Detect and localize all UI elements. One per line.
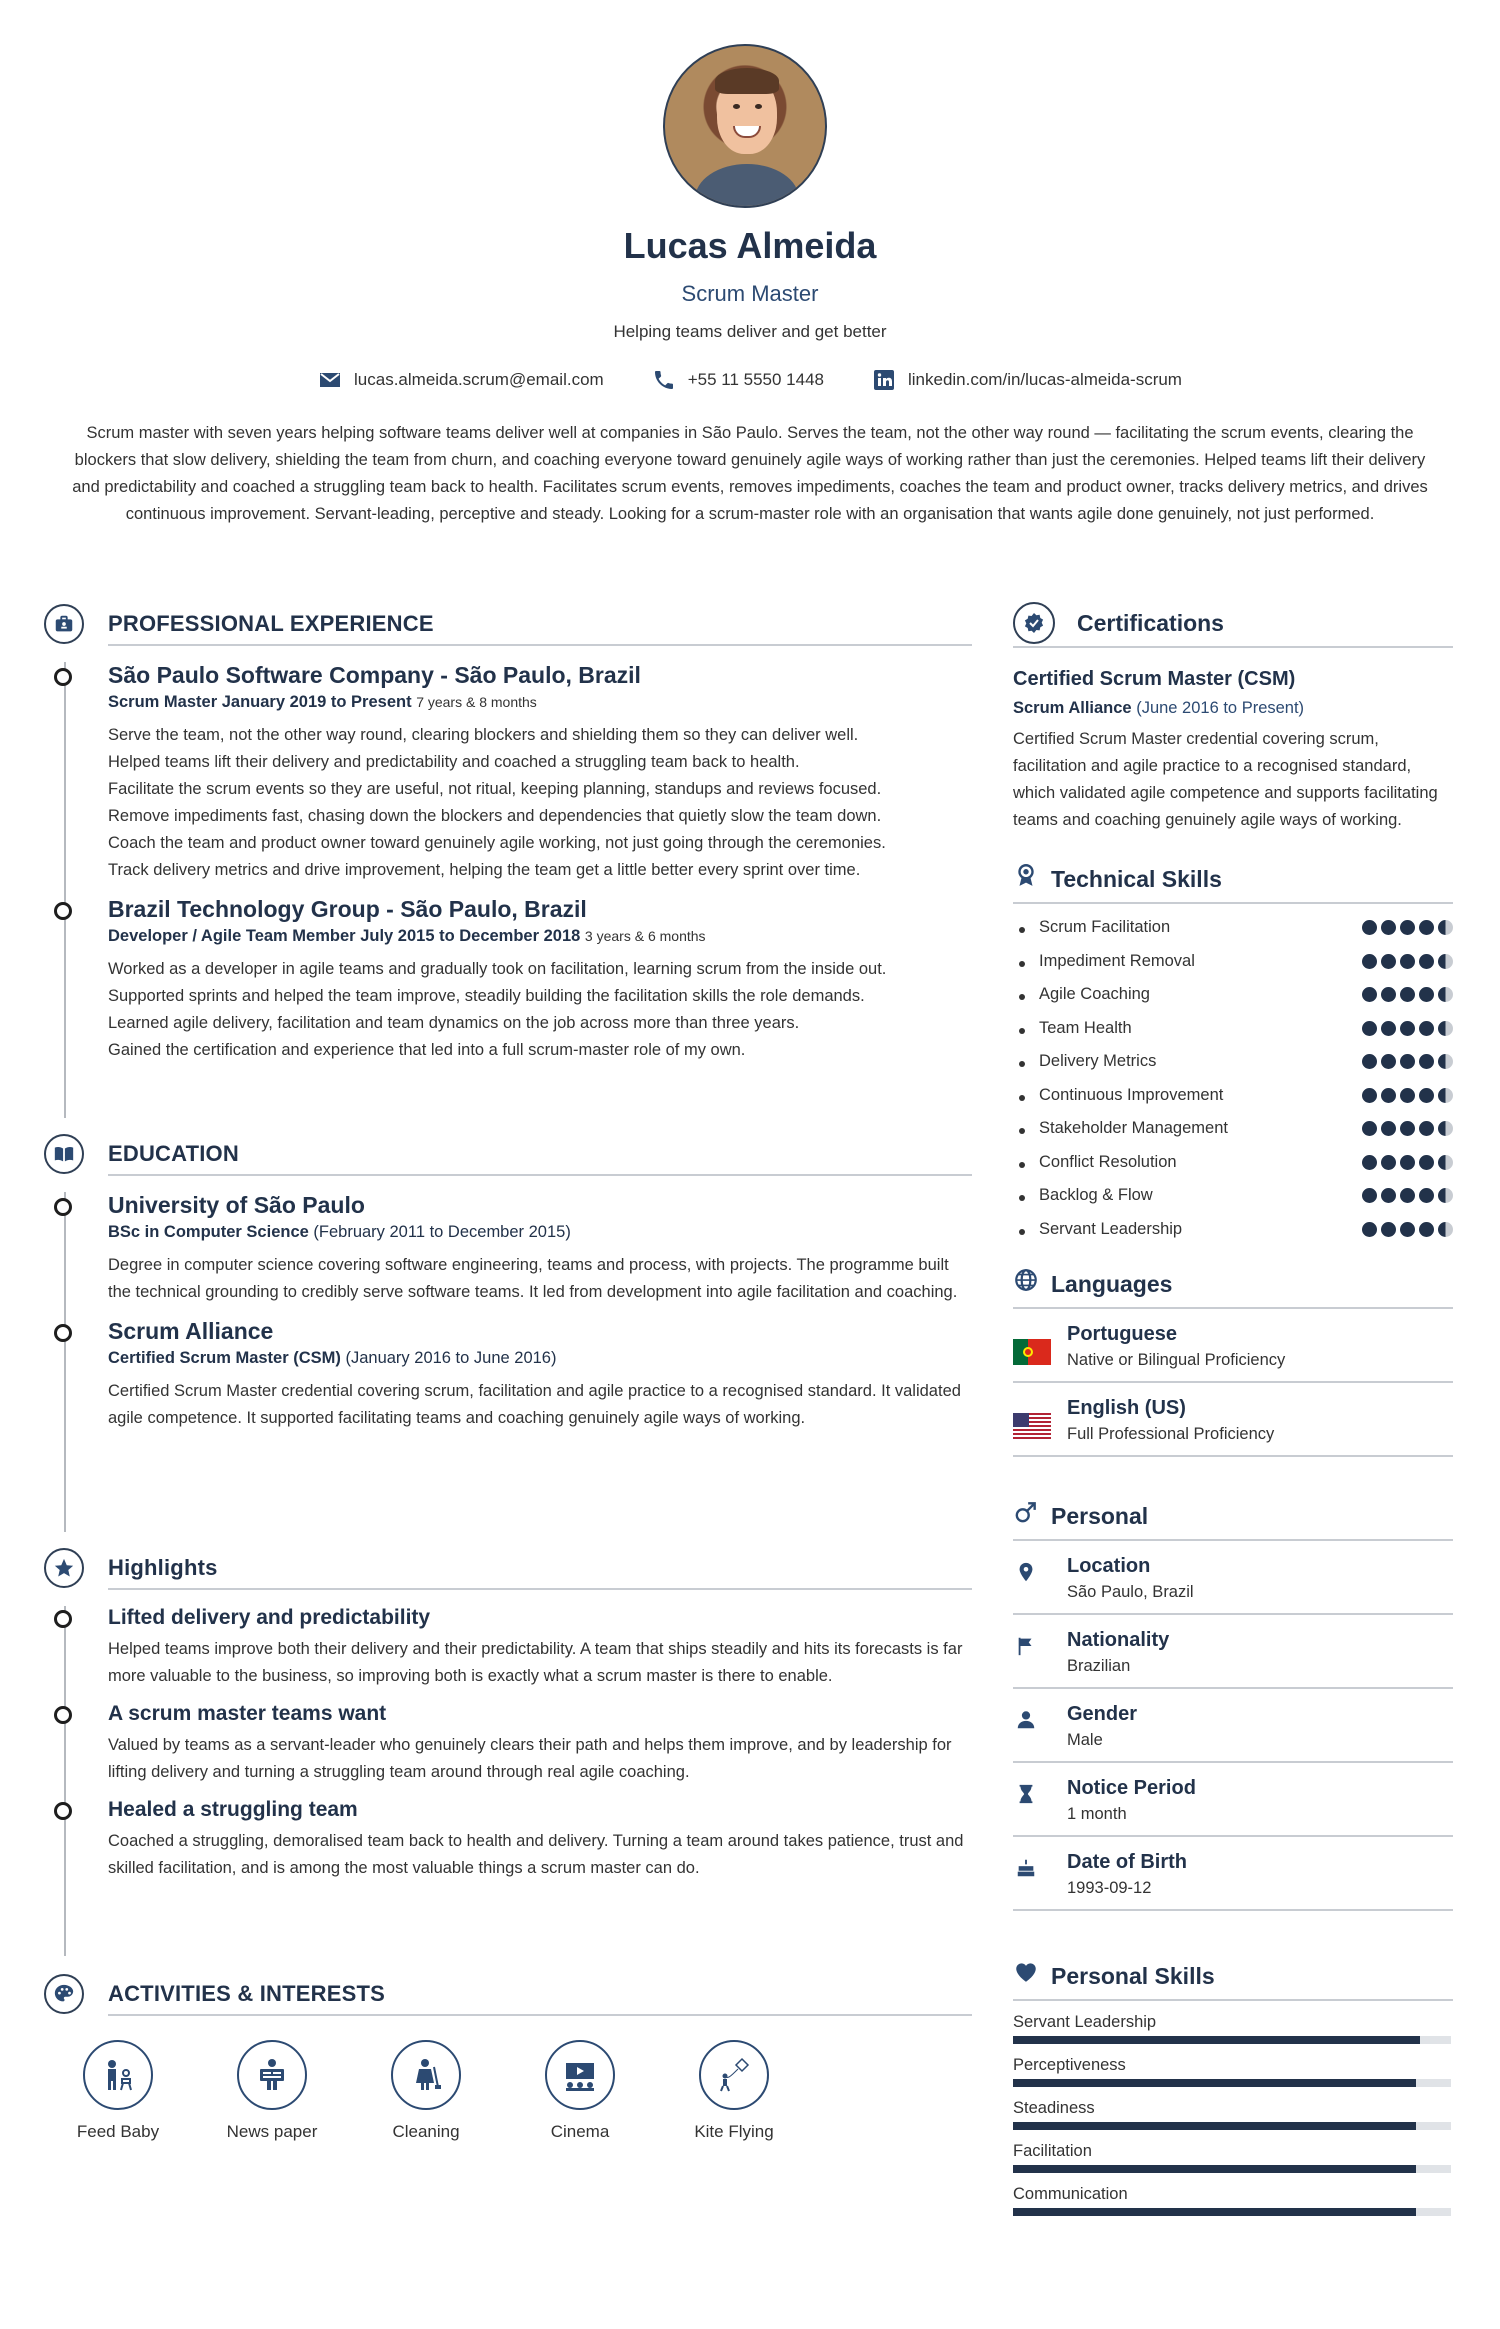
- personal-value: 1 month: [1067, 1805, 1127, 1823]
- job-line: Facilitate the scrum events so they are useful, not ritual, keeping planning, standups and reviews focused.: [108, 780, 882, 798]
- personal-skill-fill: [1013, 2079, 1416, 2087]
- job-line: Learned agile delivery, facilitation and team dynamics on the job across more than three years.: [108, 1014, 800, 1032]
- rating-dot: [1362, 954, 1377, 969]
- contact-phone[interactable]: [652, 368, 824, 392]
- rating-dot: [1381, 1155, 1396, 1170]
- main-column: [42, 600, 972, 2142]
- technical-skills-list: [1013, 918, 1453, 1253]
- highlight-title: Lifted delivery and predictability: [108, 1606, 431, 1629]
- languages-section-header: [1013, 1261, 1453, 1309]
- profile-photo: [663, 44, 827, 208]
- skill-name: Team Health: [1039, 1018, 1132, 1037]
- flag-icon: [1015, 1635, 1037, 1657]
- education-period: (February 2011 to December 2015): [313, 1223, 571, 1241]
- rating-dot: [1419, 1088, 1434, 1103]
- activities-section-header: [42, 1970, 972, 2018]
- languages-title: Languages: [1051, 1271, 1173, 1297]
- education-entry: [108, 1192, 972, 1306]
- contact-email[interactable]: [318, 368, 604, 392]
- personal-item-notice: [1013, 1763, 1453, 1837]
- skill-name: Conflict Resolution: [1039, 1152, 1177, 1171]
- skill-rating: [1362, 1121, 1453, 1136]
- job-duration: 3 years & 6 months: [584, 928, 706, 944]
- activity-item: [218, 2040, 326, 2142]
- personal-label: Gender: [1067, 1703, 1138, 1725]
- skill-name: Delivery Metrics: [1039, 1052, 1157, 1070]
- highlight-title: A scrum master teams want: [108, 1702, 387, 1725]
- personal-title: Personal: [1051, 1503, 1149, 1529]
- rating-dot: [1381, 920, 1396, 935]
- skill-name: Servant Leadership: [1039, 1219, 1183, 1238]
- globe-icon: [1013, 1267, 1039, 1293]
- rating-dot: [1438, 954, 1453, 969]
- activity-item: [526, 2040, 634, 2142]
- personal-skills-list: [1013, 2013, 1453, 2216]
- skill-name: Agile Coaching: [1039, 985, 1150, 1003]
- education-degree: Certified Scrum Master (CSM): [108, 1349, 341, 1367]
- skill-rating: [1362, 1054, 1453, 1069]
- education-description: Degree in computer science covering software engineering, teams and process, with projects. The programme built the technical grounding to credibly serve software teams. It led from development into agile facilitation and coaching.: [108, 1256, 958, 1301]
- education-title: EDUCATION: [108, 1141, 239, 1166]
- rating-dot: [1419, 1021, 1434, 1036]
- education-entry: [108, 1318, 972, 1432]
- experience-timeline: [42, 662, 972, 1118]
- personal-skill-bar: [1013, 2208, 1451, 2216]
- personal-skill-name: Steadiness: [1013, 2099, 1095, 2117]
- job-company: São Paulo Software Company - São Paulo, Brazil: [108, 662, 641, 688]
- highlights-section-header: [42, 1544, 972, 1592]
- personal-skill-item: [1013, 2099, 1453, 2130]
- personal-skill-name: Communication: [1013, 2185, 1128, 2203]
- job-period: January 2019 to Present: [221, 693, 412, 711]
- highlight-entry: [108, 1798, 972, 1882]
- activity-label: Kite Flying: [694, 2122, 774, 2141]
- job-line: Serve the team, not the other way round, clearing blockers and shielding them so they can deliver well.: [108, 726, 859, 744]
- skill-item: [1013, 1119, 1453, 1153]
- rating-dot: [1381, 1222, 1396, 1237]
- highlights-timeline: [42, 1606, 972, 1956]
- personal-skill-fill: [1013, 2208, 1416, 2216]
- job-duration: 7 years & 8 months: [416, 694, 537, 710]
- linkedin-text[interactable]: linkedin.com/in/lucas-almeida-scrum: [907, 370, 1182, 389]
- palette-icon: [44, 1974, 84, 2014]
- education-degree: BSc in Computer Science: [108, 1223, 309, 1241]
- activity-item: [64, 2040, 172, 2142]
- person-icon: [1015, 1709, 1037, 1731]
- personal-skill-fill: [1013, 2036, 1420, 2044]
- rating-dot: [1438, 1188, 1453, 1203]
- highlights-title: Highlights: [108, 1555, 218, 1580]
- briefcase-icon: [44, 604, 84, 644]
- skill-name: Continuous Improvement: [1039, 1085, 1224, 1104]
- certifications-section-header: [1013, 600, 1453, 648]
- skill-rating: [1362, 920, 1453, 935]
- portugal-flag-icon: [1013, 1339, 1051, 1365]
- email-icon: [318, 368, 342, 392]
- email-text[interactable]: lucas.almeida.scrum@email.com: [354, 370, 604, 389]
- highlight-description: Coached a struggling, demoralised team back to health and delivery. Turning a team around takes patience, trust and skilled facilitation, and is among the most valuable things a scrum master can do.: [108, 1832, 964, 1877]
- rating-dot: [1419, 1188, 1434, 1203]
- job-line: Supported sprints and helped the team improve, steadily building the facilitation skills the role demands.: [108, 987, 865, 1005]
- rating-dot: [1400, 1222, 1415, 1237]
- personal-item-nationality: [1013, 1615, 1453, 1689]
- language-name: English (US): [1067, 1397, 1186, 1419]
- personal-skill-name: Facilitation: [1013, 2142, 1092, 2160]
- personal-skill-item: [1013, 2142, 1453, 2173]
- phone-text[interactable]: +55 11 5550 1448: [687, 370, 824, 389]
- cake-icon: [1015, 1857, 1037, 1879]
- activity-item: [372, 2040, 480, 2142]
- skill-item: [1013, 1052, 1453, 1086]
- job-meta: [108, 693, 972, 712]
- phone-icon: [652, 368, 676, 392]
- sidebar-column: [1013, 600, 1453, 2216]
- cleaning-icon: [391, 2040, 461, 2110]
- male-symbol-icon: [1013, 1499, 1039, 1525]
- technical-skills-title: Technical Skills: [1051, 866, 1222, 892]
- personal-value: Male: [1067, 1731, 1103, 1749]
- skill-rating: [1362, 1088, 1453, 1103]
- rating-dot: [1362, 1054, 1377, 1069]
- technical-skills-section-header: [1013, 856, 1453, 904]
- rating-dot: [1419, 1121, 1434, 1136]
- rating-dot: [1362, 1222, 1377, 1237]
- rating-dot: [1362, 987, 1377, 1002]
- personal-skill-name: Servant Leadership: [1013, 2013, 1157, 2031]
- rating-dot: [1438, 920, 1453, 935]
- skill-rating: [1362, 1155, 1453, 1170]
- rating-dot: [1362, 1088, 1377, 1103]
- job-position: Developer / Agile Team Member: [108, 927, 356, 945]
- skill-item: [1013, 985, 1453, 1019]
- job-line: Worked as a developer in agile teams and gradually took on facilitation, learning scrum from the inside out.: [108, 960, 887, 978]
- rating-dot: [1362, 920, 1377, 935]
- personal-value: Brazilian: [1067, 1657, 1131, 1675]
- rating-dot: [1362, 1021, 1377, 1036]
- job-company: Brazil Technology Group - São Paulo, Brazil: [108, 896, 587, 922]
- job-description: [108, 956, 972, 1064]
- highlight-entry: [108, 1702, 972, 1786]
- language-name: Portuguese: [1067, 1323, 1178, 1345]
- skill-item: [1013, 1153, 1453, 1187]
- rating-dot: [1381, 1054, 1396, 1069]
- skill-name: Backlog & Flow: [1039, 1186, 1153, 1204]
- personal-skill-bar: [1013, 2079, 1451, 2087]
- language-item: [1013, 1309, 1453, 1383]
- job-line: Remove impediments fast, chasing down the blockers and dependencies that quietly slow the team down.: [108, 807, 882, 825]
- linkedin-icon: [872, 368, 896, 392]
- rating-dot: [1362, 1188, 1377, 1203]
- cert-meta: [1013, 699, 1453, 718]
- rating-dot: [1381, 1188, 1396, 1203]
- experience-title: PROFESSIONAL EXPERIENCE: [108, 611, 434, 636]
- heart-icon: [1013, 1959, 1039, 1985]
- book-icon: [44, 1134, 84, 1174]
- cert-period: (June 2016 to Present): [1136, 699, 1305, 717]
- location-icon: [1015, 1561, 1037, 1583]
- education-timeline: [42, 1192, 972, 1532]
- highlight-title: Healed a struggling team: [108, 1798, 358, 1821]
- rating-dot: [1438, 1222, 1453, 1237]
- rating-dot: [1400, 1054, 1415, 1069]
- candidate-role: Scrum Master: [681, 281, 819, 306]
- contact-row: [0, 368, 1500, 392]
- activity-item: [680, 2040, 788, 2142]
- job-entry: [108, 662, 972, 884]
- skill-name: Impediment Removal: [1039, 951, 1195, 970]
- rating-dot: [1438, 1088, 1453, 1103]
- rating-dot: [1400, 1121, 1415, 1136]
- education-school: Scrum Alliance: [108, 1318, 274, 1344]
- personal-item-dob: [1013, 1837, 1453, 1911]
- skill-rating: [1362, 954, 1453, 969]
- rating-dot: [1438, 987, 1453, 1002]
- personal-value: São Paulo, Brazil: [1067, 1583, 1194, 1601]
- education-meta: [108, 1349, 972, 1368]
- personal-label: Notice Period: [1067, 1777, 1196, 1799]
- job-line: Gained the certification and experience that led into a full scrum-master role of my own.: [108, 1041, 746, 1059]
- activities-title: ACTIVITIES & INTERESTS: [108, 1981, 385, 2006]
- job-line: Helped teams lift their delivery and predictability and coached a struggling team back to health.: [108, 753, 800, 771]
- personal-skill-bar: [1013, 2122, 1451, 2130]
- certifications-title: Certifications: [1077, 610, 1224, 636]
- rating-dot: [1438, 1054, 1453, 1069]
- language-item: [1013, 1383, 1453, 1457]
- skill-rating: [1362, 1188, 1453, 1203]
- experience-section-header: [42, 600, 972, 648]
- highlight-entry: [108, 1606, 972, 1690]
- personal-skill-item: [1013, 2056, 1453, 2087]
- skill-item: [1013, 1086, 1453, 1120]
- star-icon: [44, 1548, 84, 1588]
- cinema-icon: [545, 2040, 615, 2110]
- job-meta: [108, 927, 972, 946]
- contact-linkedin[interactable]: [872, 368, 1182, 392]
- personal-label: Date of Birth: [1067, 1851, 1187, 1873]
- rating-dot: [1419, 1155, 1434, 1170]
- personal-skills-title: Personal Skills: [1051, 1963, 1215, 1989]
- activity-label: News paper: [226, 2122, 318, 2141]
- rating-dot: [1400, 954, 1415, 969]
- skill-rating: [1362, 1021, 1453, 1036]
- personal-item-location: [1013, 1541, 1453, 1615]
- education-section-header: [42, 1130, 972, 1178]
- activity-label: Cleaning: [392, 2122, 460, 2141]
- cert-issuer: Scrum Alliance: [1013, 699, 1132, 717]
- rating-dot: [1400, 920, 1415, 935]
- skill-item: [1013, 952, 1453, 986]
- skill-item: [1013, 1019, 1453, 1053]
- skill-item: [1013, 1186, 1453, 1220]
- job-position: Scrum Master: [108, 693, 218, 711]
- kite-icon: [699, 2040, 769, 2110]
- activity-label: Cinema: [550, 2122, 610, 2141]
- skill-name: Scrum Facilitation: [1039, 918, 1171, 936]
- rating-dot: [1381, 1121, 1396, 1136]
- education-period: (January 2016 to June 2016): [345, 1349, 557, 1367]
- personal-skill-item: [1013, 2013, 1453, 2044]
- skill-item: [1013, 918, 1453, 952]
- feed-baby-icon: [83, 2040, 153, 2110]
- job-line: Track delivery metrics and drive improvement, helping the team get a little better every sprint over time.: [108, 861, 861, 879]
- personal-skills-section-header: [1013, 1953, 1453, 2001]
- rating-dot: [1419, 1054, 1434, 1069]
- newspaper-icon: [237, 2040, 307, 2110]
- job-line: Coach the team and product owner toward genuinely agile working, not just going through the ceremonies.: [108, 834, 886, 852]
- badge-check-icon: [1013, 602, 1055, 644]
- award-icon: [1013, 862, 1039, 888]
- rating-dot: [1438, 1155, 1453, 1170]
- language-level: Native or Bilingual Proficiency: [1067, 1351, 1286, 1369]
- personal-label: Nationality: [1067, 1629, 1170, 1651]
- rating-dot: [1381, 954, 1396, 969]
- education-school: University of São Paulo: [108, 1192, 365, 1218]
- personal-skill-item: [1013, 2185, 1453, 2216]
- rating-dot: [1381, 987, 1396, 1002]
- education-description: Certified Scrum Master credential covering scrum, facilitation and agile practice to a recognised standard. It validated agile competence. It supported facilitating teams and coaching genuinely agile ways of working.: [108, 1382, 961, 1427]
- skill-rating: [1362, 987, 1453, 1002]
- rating-dot: [1438, 1121, 1453, 1136]
- personal-skill-bar: [1013, 2165, 1451, 2173]
- rating-dot: [1362, 1121, 1377, 1136]
- language-level: Full Professional Proficiency: [1067, 1425, 1275, 1443]
- hourglass-icon: [1015, 1783, 1037, 1805]
- rating-dot: [1400, 1021, 1415, 1036]
- rating-dot: [1400, 1188, 1415, 1203]
- personal-skill-name: Perceptiveness: [1013, 2056, 1126, 2074]
- rating-dot: [1400, 1155, 1415, 1170]
- cert-name: Certified Scrum Master (CSM): [1013, 668, 1296, 690]
- candidate-name: Lucas Almeida: [623, 225, 877, 266]
- rating-dot: [1438, 1021, 1453, 1036]
- job-description: [108, 722, 972, 884]
- skill-item: [1013, 1220, 1453, 1254]
- rating-dot: [1400, 987, 1415, 1002]
- highlight-description: Helped teams improve both their delivery and their predictability. A team that ships steadily and hits its forecasts is far more valuable to the business, so improving both is exactly what a scrum master is there to enable.: [108, 1640, 963, 1685]
- candidate-tagline: Helping teams deliver and get better: [613, 322, 887, 341]
- skill-name: Stakeholder Management: [1039, 1119, 1228, 1137]
- job-entry: [108, 896, 972, 1064]
- personal-section-header: [1013, 1493, 1453, 1541]
- rating-dot: [1362, 1155, 1377, 1170]
- rating-dot: [1419, 987, 1434, 1002]
- us-flag-icon: [1013, 1413, 1051, 1439]
- personal-skill-bar: [1013, 2036, 1451, 2044]
- personal-label: Location: [1067, 1555, 1151, 1577]
- highlight-description: Valued by teams as a servant-leader who genuinely clears their path and helps them improve, and by leadership for lifting delivery and turning a struggling team around through real agile coaching.: [108, 1736, 952, 1781]
- rating-dot: [1419, 1222, 1434, 1237]
- personal-value: 1993-09-12: [1067, 1879, 1152, 1897]
- activities-list: [42, 2040, 972, 2142]
- job-period: July 2015 to December 2018: [360, 927, 581, 945]
- cert-description: Certified Scrum Master credential covering scrum, facilitation and agile practice to a recognised standard, which validated agile competence and supports facilitating teams and coaching genuinely agile ways of working.: [1013, 730, 1438, 829]
- rating-dot: [1381, 1021, 1396, 1036]
- personal-skill-fill: [1013, 2165, 1416, 2173]
- education-meta: [108, 1223, 972, 1242]
- personal-item-gender: [1013, 1689, 1453, 1763]
- personal-skill-fill: [1013, 2122, 1416, 2130]
- rating-dot: [1400, 1088, 1415, 1103]
- profile-summary: Scrum master with seven years helping software teams deliver well at companies in São Paulo. Serves the team, not the other way round — facilitating the scrum events, clearing the blockers that slow delivery, shielding the team from churn, and coaching everyone toward genuinely agile ways of working rather than just the ceremonies. Helped teams lift their delivery and predictability and coached a struggling team back to health. Facilitates scrum events, removes impediments, coaches the team and product owner, tracks delivery metrics, and drives continuous improvement. Servant-leading, perceptive and steady. Looking for a scrum-master role with an organisation that wants agile done genuinely, not just performed.: [72, 424, 1428, 523]
- rating-dot: [1381, 1088, 1396, 1103]
- rating-dot: [1419, 954, 1434, 969]
- activity-label: Feed Baby: [76, 2122, 160, 2141]
- skill-rating: [1362, 1222, 1453, 1237]
- rating-dot: [1419, 920, 1434, 935]
